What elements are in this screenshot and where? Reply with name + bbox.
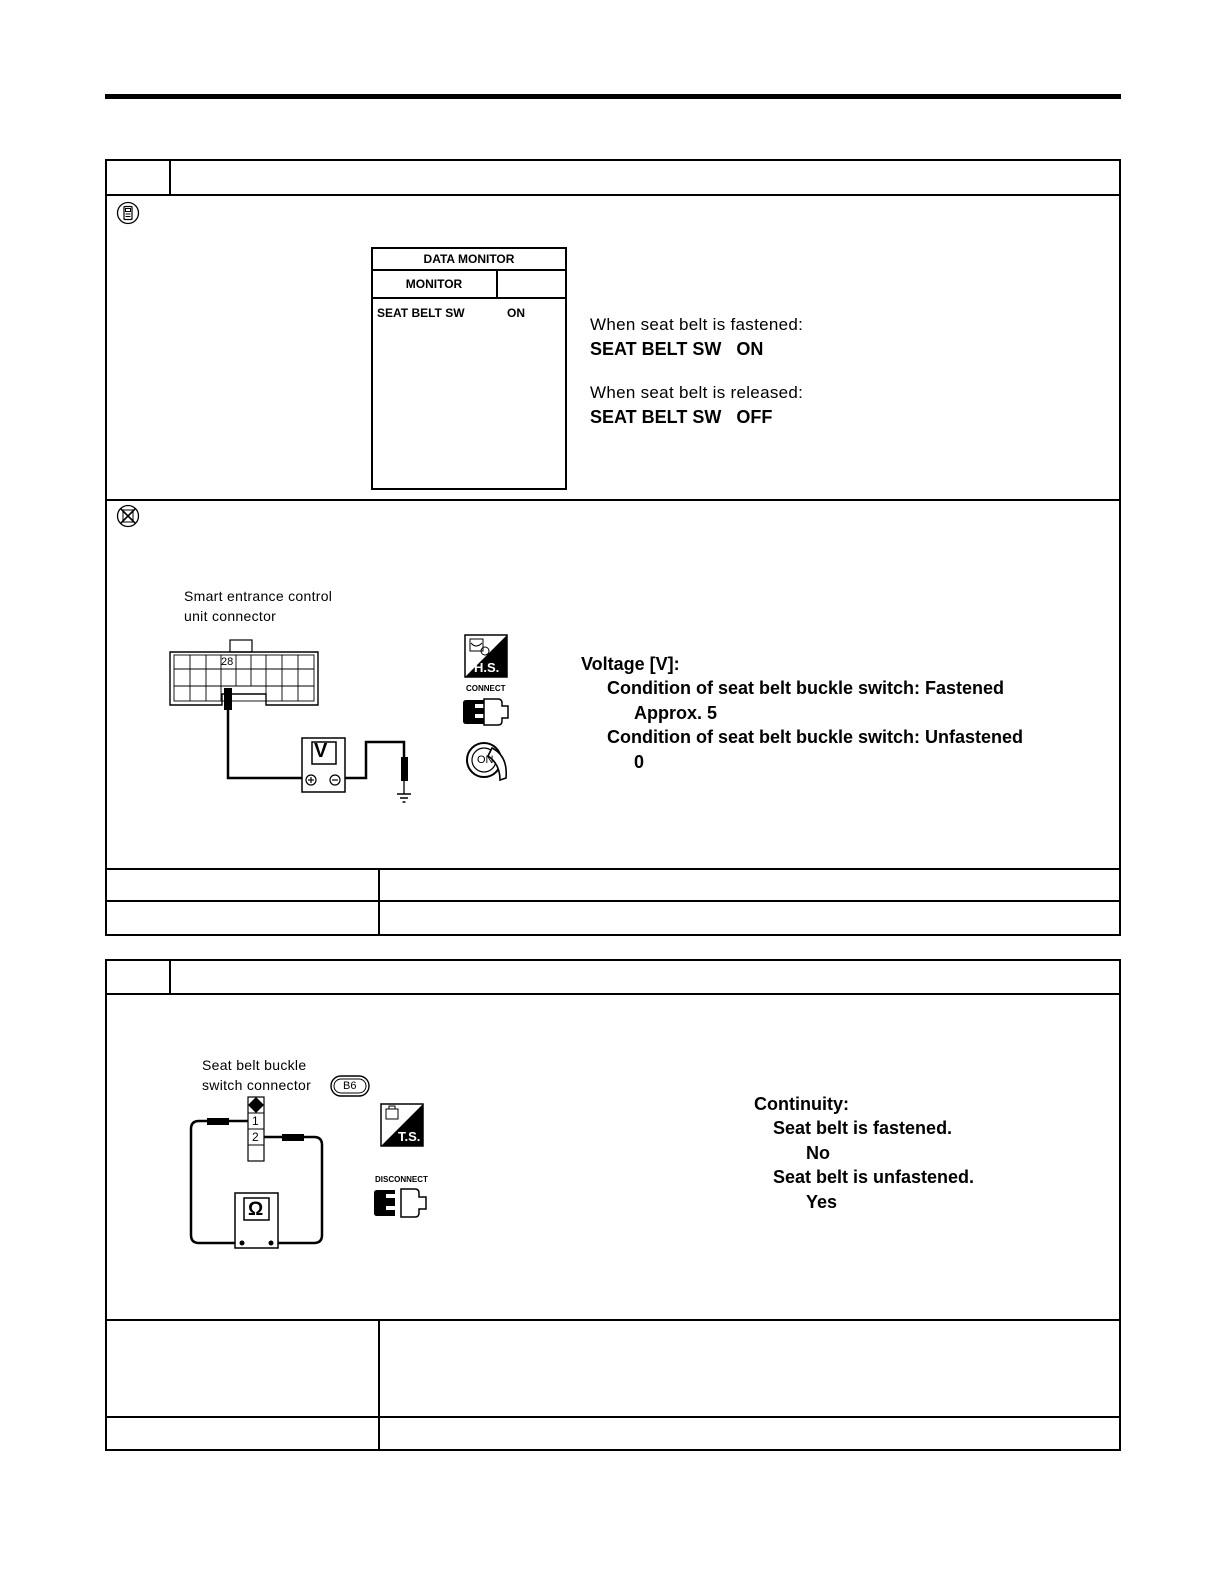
result-row-rule [106,1416,1120,1418]
step-number-divider [169,960,171,994]
result-row-rule [106,868,1120,870]
connector-code: B6 [343,1080,357,1092]
buckle-connector-label: Seat belt buckle [202,1057,307,1073]
released-condition-label: When seat belt is released: [590,383,804,402]
disconnect-icon [373,1184,433,1222]
connector-label: unit connector [184,608,277,624]
unfastened-condition: Seat belt is unfastened. [773,1167,975,1187]
monitor-column-header: MONITOR [405,277,463,291]
connect-icon [462,694,512,730]
step-number-divider [169,160,171,195]
step-table-1 [105,159,1121,936]
fastened-voltage: Approx. 5 [634,703,718,723]
connector-label: Smart entrance control [184,588,333,604]
monitor-item-name: SEAT BELT SW [377,306,465,320]
voltage-spec-title: Voltage [V]: [581,654,680,674]
tools-label: T.S. [398,1129,421,1144]
ohmmeter-label: Ω [248,1199,264,1220]
ignition-on-label: ON [477,754,494,766]
released-expected-value: SEAT BELT SW OFF [590,407,773,427]
voltmeter-label: V [314,740,328,762]
page-header-rule [105,94,1121,99]
monitor-item-value: ON [507,306,525,320]
monitor-header-rule [372,297,566,299]
result-row-rule [106,1319,1120,1321]
buckle-connector-label: switch connector [202,1077,312,1093]
unfastened-condition: Condition of seat belt buckle switch: Unfastened [607,727,1024,747]
fastened-condition-label: When seat belt is fastened: [590,315,804,334]
no-tools-icon [116,504,140,528]
result-column-divider [378,1319,380,1449]
data-monitor-title: DATA MONITOR [423,252,515,266]
consult-icon [116,201,140,225]
hand-sketch-label: H.S. [474,660,500,675]
result-row-rule [106,900,1120,902]
disconnect-label: DISCONNECT [375,1175,428,1184]
unfastened-continuity: Yes [806,1192,838,1212]
voltage-check-diagram [160,630,430,815]
fastened-continuity: No [806,1143,830,1163]
monitor-header-divider [496,270,498,298]
pin-number-1: 1 [252,1114,259,1128]
section-divider [106,499,1120,501]
connect-label: CONNECT [466,684,506,693]
step-header-rule [106,194,1120,196]
monitor-title-rule [372,269,566,271]
continuity-spec-title: Continuity: [754,1094,849,1114]
result-column-divider [378,868,380,934]
fastened-expected-value: SEAT BELT SW ON [590,339,764,359]
fastened-condition: Seat belt is fastened. [773,1118,953,1138]
fastened-condition: Condition of seat belt buckle switch: Fastened [607,678,1005,698]
pin-number-2: 2 [252,1130,259,1144]
unfastened-voltage: 0 [634,752,645,772]
step-header-rule [106,993,1120,995]
terminal-number: 28 [221,656,234,668]
